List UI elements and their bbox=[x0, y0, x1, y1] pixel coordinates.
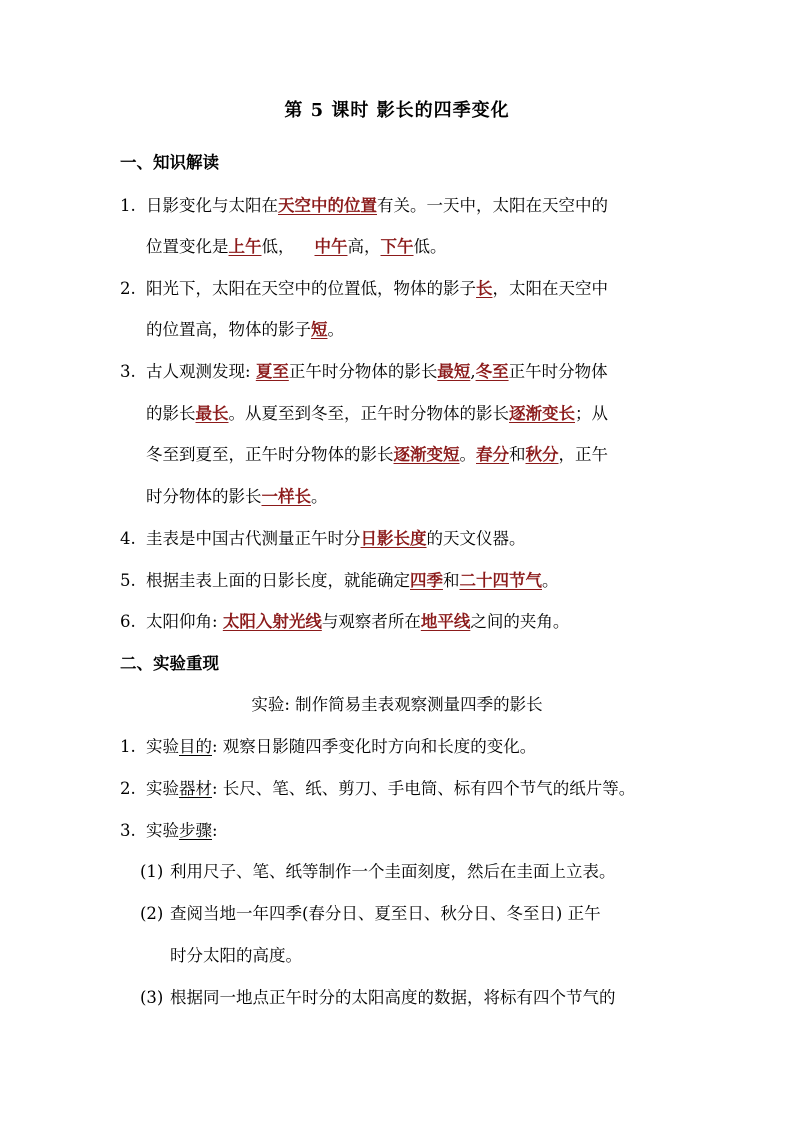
knowledge-item-6 bbox=[120, 611, 569, 633]
knowledge-item-3-line-2 bbox=[146, 403, 608, 425]
text: 之间的夹角。 bbox=[470, 612, 570, 631]
text: 圭表是中国古代测量正午时分 bbox=[146, 529, 361, 548]
text: 古人观测发现: bbox=[146, 362, 256, 381]
item-number: 3. bbox=[120, 362, 136, 381]
text: ；从 bbox=[575, 404, 608, 423]
text: 太阳仰角: bbox=[146, 612, 223, 631]
section-heading-experiment: 二、实验重现 bbox=[120, 654, 219, 673]
knowledge-item-5 bbox=[120, 570, 559, 592]
text: : 观察日影随四季变化时方向和长度的变化。 bbox=[212, 737, 537, 756]
experiment-step-1 bbox=[140, 861, 616, 883]
answer: 秋分 bbox=[525, 445, 559, 464]
experiment-item-purpose bbox=[120, 736, 536, 758]
text: 。 bbox=[327, 320, 344, 339]
knowledge-item-4 bbox=[120, 528, 526, 550]
step-number: (2) bbox=[140, 904, 164, 923]
text: 。从夏至到冬至，正午时分物体的影长 bbox=[228, 404, 509, 423]
text: 的天文仪器。 bbox=[426, 529, 526, 548]
answer: 最短 bbox=[437, 362, 471, 381]
item-number: 2. bbox=[120, 279, 136, 298]
item-number: 1. bbox=[120, 737, 136, 756]
answer: 逐渐变短 bbox=[393, 445, 460, 464]
text: : bbox=[212, 821, 218, 840]
text: 的位置高，物体的影子 bbox=[146, 320, 311, 339]
text: 时分物体的影长 bbox=[146, 487, 262, 506]
text: ，正午 bbox=[558, 445, 608, 464]
item-number: 5. bbox=[120, 571, 136, 590]
experiment-step-3 bbox=[140, 987, 616, 1009]
section-heading-knowledge: 一、知识解读 bbox=[120, 153, 219, 172]
step-number: (1) bbox=[140, 862, 164, 881]
text: , bbox=[470, 362, 476, 381]
page-title: 第 5 课时 影长的四季变化 bbox=[284, 100, 510, 121]
text: 查阅当地一年四季(春分日、夏至日、秋分日、冬至日) 正午 bbox=[170, 904, 601, 923]
text: 实验 bbox=[146, 737, 179, 756]
answer: 地平线 bbox=[420, 612, 471, 631]
experiment-item-materials bbox=[120, 778, 635, 800]
text: 实验 bbox=[146, 821, 179, 840]
knowledge-item-3-line-4 bbox=[146, 486, 328, 508]
answer: 中午 bbox=[314, 237, 348, 256]
item-number: 6. bbox=[120, 612, 136, 631]
knowledge-item-2-line-2 bbox=[146, 319, 344, 341]
answer: 天空中的位置 bbox=[278, 196, 377, 215]
text: 与观察者所在 bbox=[321, 612, 421, 631]
item-number: 3. bbox=[120, 821, 136, 840]
text: 和 bbox=[509, 445, 526, 464]
underlined-term: 器材 bbox=[179, 779, 212, 798]
text: 。 bbox=[311, 487, 328, 506]
knowledge-item-3-line-3 bbox=[146, 444, 608, 466]
answer: 长 bbox=[476, 279, 493, 298]
item-number: 1. bbox=[120, 196, 136, 215]
answer: 下午 bbox=[380, 237, 414, 256]
step-number: (3) bbox=[140, 988, 164, 1007]
answer: 太阳入射光线 bbox=[222, 612, 322, 631]
text: 。 bbox=[459, 445, 476, 464]
knowledge-item-1-line-2 bbox=[146, 236, 447, 258]
text: 。 bbox=[542, 571, 559, 590]
answer: 一样长 bbox=[261, 487, 311, 506]
answer: 二十四节气 bbox=[459, 571, 542, 590]
underlined-term: 步骤 bbox=[179, 821, 212, 840]
text: 日影变化与太阳在 bbox=[146, 196, 278, 215]
underlined-term: 目的 bbox=[179, 737, 212, 756]
answer: 夏至 bbox=[255, 362, 289, 381]
answer: 上午 bbox=[228, 237, 262, 256]
text: 根据同一地点正午时分的太阳高度的数据，将标有四个节气的 bbox=[170, 988, 616, 1007]
text: ，太阳在天空中 bbox=[492, 279, 608, 298]
experiment-title: 实验: 制作简易圭表观察测量四季的影长 bbox=[251, 695, 543, 714]
text: 正午时分物体 bbox=[508, 362, 608, 381]
answer: 逐渐变长 bbox=[509, 404, 575, 423]
experiment-step-2-line-2: 时分太阳的高度。 bbox=[170, 946, 302, 965]
text: 高， bbox=[347, 237, 381, 256]
experiment-step-2-line-1 bbox=[140, 903, 601, 925]
item-number: 4. bbox=[120, 529, 136, 548]
answer: 冬至 bbox=[475, 362, 509, 381]
text: : 长尺、笔、纸、剪刀、手电筒、标有四个节气的纸片等。 bbox=[212, 779, 636, 798]
text: 冬至到夏至，正午时分物体的影长 bbox=[146, 445, 394, 464]
text: 正午时分物体的影长 bbox=[288, 362, 438, 381]
answer: 春分 bbox=[476, 445, 509, 464]
text: 有关。一天中，太阳在天空中的 bbox=[377, 196, 608, 215]
text: 低， bbox=[261, 237, 295, 256]
experiment-item-steps bbox=[120, 820, 218, 842]
knowledge-item-3-line-1 bbox=[120, 361, 608, 383]
text: 根据圭表上面的日影长度，就能确定 bbox=[146, 571, 410, 590]
text: 低。 bbox=[413, 237, 447, 256]
text: 位置变化是 bbox=[146, 237, 229, 256]
text: 和 bbox=[443, 571, 460, 590]
answer: 日影长度 bbox=[360, 529, 427, 548]
text: 的影长 bbox=[146, 404, 196, 423]
knowledge-item-1-line-1 bbox=[120, 195, 608, 217]
text: 实验 bbox=[146, 779, 179, 798]
answer: 短 bbox=[311, 320, 328, 339]
answer: 四季 bbox=[410, 571, 443, 590]
knowledge-item-2-line-1 bbox=[120, 278, 608, 300]
answer: 最长 bbox=[195, 404, 229, 423]
text: 阳光下，太阳在天空中的位置低，物体的影子 bbox=[146, 279, 476, 298]
text: 利用尺子、笔、纸等制作一个圭面刻度，然后在圭面上立表。 bbox=[170, 862, 616, 881]
item-number: 2. bbox=[120, 779, 136, 798]
